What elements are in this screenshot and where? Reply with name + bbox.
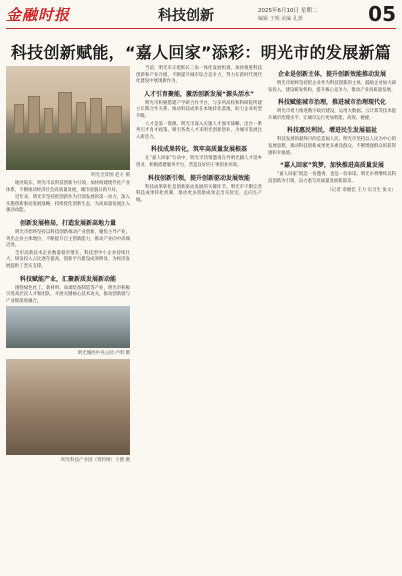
page-headline: 科技创新赋能，“嘉人回家”添彩：明光市的发展新篇 (10, 43, 392, 62)
newspaper-logo: 金融时报 (6, 6, 71, 24)
article-paragraph: 地处皖东，明光市以科技创新为引领，加快构建现代化产业体系，不断推动经济社会高质量发展，城市面貌日新月异。 (6, 181, 130, 193)
page-number: 05 (368, 2, 396, 26)
article-paragraph: 人才是第一资源。明光市深入实施人才强市战略，出台一系列引才育才政策，吸引各类人才来明光创新创业，为城市发展注入新活力。 (136, 121, 262, 140)
section-subhead: 科技惠民利民，增进民生发展福祉 (286, 127, 377, 135)
section-subhead: 企业是创新主体，提升创新效能推动发展 (277, 71, 386, 78)
editor-line: 编辑 王明 美编 孔蕾 (258, 16, 303, 22)
article-paragraph: 围绕绿色化工、新材料、高端装备制造等产业，明光市积极引进高层次人才和团队，开展关键核心技术攻关，推动创新链与产业链深度融合。 (6, 285, 130, 304)
park-photo (6, 306, 130, 348)
section-subhead: 创新发展格局，打造发展新高地力量 (19, 219, 116, 227)
article-paragraph: 在“嘉人回家”行动中，明光市热情邀请在外明光籍人才返乡创业，积极搭建服务平台，营造良好的干事创业环境。 (136, 156, 262, 168)
article-byline: （记者 余德佳 王力 实习生 张文） (327, 188, 396, 194)
photo-caption: 明光城西中央公园 卢明 摄 (77, 351, 130, 357)
industrial-park-photo (6, 359, 130, 455)
section-subhead: “嘉人回家”筑梦，加快推进高质量发展 (280, 162, 384, 170)
article-paragraph: 科技发展的最终目的是造福人民。明光市坚持以人民为中心的发展思想，推动科技创新成果更多惠及群众，不断增强群众的获得感和幸福感。 (268, 137, 396, 156)
issue-date: 2025年6月10日 星期二 (258, 8, 318, 14)
article-paragraph: “嘉人回家”既是一份邀请，也是一份承诺。明光市将继续以科技创新为引领，奋力谱写高质量发展新篇章。 (268, 172, 396, 184)
section-subhead: 科技赋能城市治理，推进城市治理现代化 (277, 99, 386, 107)
photo-caption: 明光全景图 赵方 摄 (91, 173, 130, 178)
column-3 (268, 66, 396, 193)
article-paragraph: 明光市着力推进数字政府建设，运用大数据、云计算等技术提升城市治理水平，让城市运行更加智能、高效、便捷。 (268, 109, 396, 121)
article-paragraph: 明光市始终坚持以科技创新推动产业创新，聚焦主导产业，突出企业主体地位，不断提升自主创新能力，推动产业向中高端迈进。 (6, 229, 130, 249)
article-paragraph: 科技成果转化是创新驱动发展的关键环节。明光市不断完善科技成果转化机制，推动更多创新成果走出实验室、走向生产线。 (136, 184, 262, 203)
article-paragraph: 明光市积极搭建产学研合作平台，与多所高校和科研院所建立长期合作关系，推动科技成果在本地转化落地，助力企业转型升级。 (136, 100, 262, 119)
column-2 (136, 66, 262, 205)
section-subhead: 科技创新引领，提升创新驱动发展效能 (147, 174, 250, 182)
masthead (6, 3, 396, 29)
photo-caption: 明光科技产业园（资料图）王德 摄 (61, 458, 130, 464)
column-1 (6, 66, 130, 466)
section-subhead: 人才引育聚能，激活创新发展“源头活水” (144, 90, 254, 98)
article-paragraph: 近年来，明光市坚持把创新作为引领发展的第一动力，深入实施创新驱动发展战略，持续优化创新生态，为高质量发展注入强劲动能。 (6, 195, 130, 214)
article-paragraph: 当前，明光市正抢抓长三角一体化发展机遇，加快推进科技创新和产业升级，不断提升城市综合竞争力，努力在新时代现代化建设中展现新作为。 (136, 66, 262, 85)
city-panorama-photo (6, 66, 130, 170)
section-subhead: 科技赋能产业，汇聚新质发展新动能 (19, 275, 116, 283)
section-name: 科技创新 (158, 8, 214, 24)
section-subhead: 科技成果转化，筑牢高质量发展根基 (150, 146, 247, 154)
article-paragraph: 全市高新技术企业数量稳步增长，科技型中小企业持续壮大，研发投入占比逐年提高，创新平台建设成效明显，为经济发展提供了坚实支撑。 (6, 250, 130, 269)
article-paragraph: 明光市始终坚持把企业作为科技创新的主体，鼓励企业加大研发投入，建设研发机构，提升核心竞争力，推动产业高质量发展。 (268, 81, 396, 93)
